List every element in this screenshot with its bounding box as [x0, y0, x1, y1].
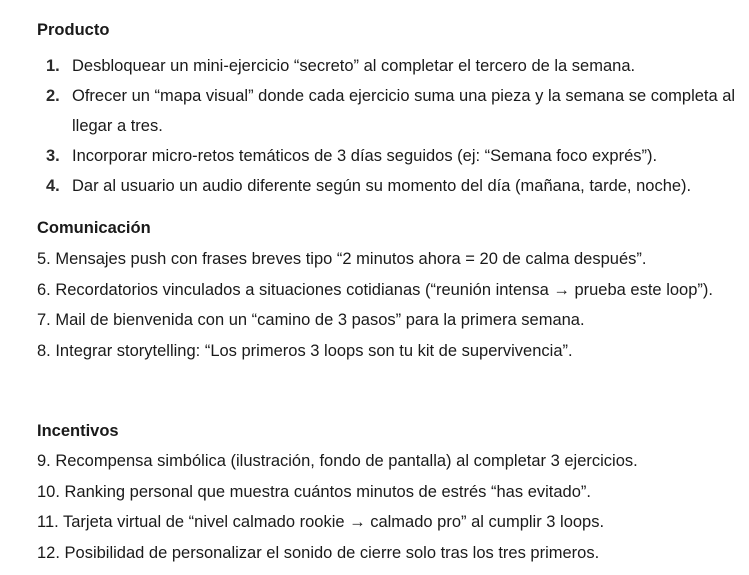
list-item: [37, 51, 737, 81]
incentivos-list: [37, 446, 737, 568]
section-title-producto: Producto: [37, 21, 110, 39]
list-item: 11. Tarjeta virtual de “nivel calmado rookie → calmado pro” al cumplir 3 loops.: [37, 513, 605, 531]
section-title-comunicacion: Comunicación: [37, 219, 151, 237]
list-item: 12. Posibilidad de personalizar el sonido de cierre solo tras los tres primeros.: [37, 543, 600, 562]
list-number: 3.: [46, 147, 60, 165]
list-item-text: Desbloquear un mini-ejercicio “secreto” al completar el tercero de la semana.: [72, 57, 636, 75]
list-item: 9. Recompensa simbólica (ilustración, fondo de pantalla) al completar 3 ejercicios.: [37, 452, 638, 470]
list-item: [37, 171, 737, 201]
list-item: 5. Mensajes push con frases breves tipo “2 minutos ahora = 20 de calma después”.: [37, 250, 647, 268]
list-item: 10. Ranking personal que muestra cuántos minutos de estrés “has evitado”.: [37, 482, 591, 501]
list-item: 8. Integrar storytelling: “Los primeros 3 loops son tu kit de supervivencia”.: [37, 341, 573, 360]
list-item: 6. Recordatorios vinculados a situaciones cotidianas (“reunión intensa → prueba este loop”).: [37, 280, 713, 299]
list-item: [37, 81, 737, 141]
list-number: 1.: [46, 57, 60, 75]
section-title-incentivos: Incentivos: [37, 422, 119, 440]
comunicacion-list: [37, 244, 737, 366]
list-item: [37, 141, 737, 171]
list-item-text: Dar al usuario un audio diferente según su momento del día (mañana, tarde, noche).: [72, 177, 692, 195]
list-number: 2.: [46, 87, 60, 105]
list-item-text: Ofrecer un “mapa visual” donde cada ejercicio suma una pieza y la semana se completa al llegar a tres.: [72, 87, 736, 135]
list-item-text: Incorporar micro-retos temáticos de 3 días seguidos (ej: “Semana foco exprés”).: [72, 147, 658, 165]
list-item: 7. Mail de bienvenida con un “camino de 3 pasos” para la primera semana.: [37, 311, 585, 329]
producto-list: [37, 51, 737, 201]
list-number: 4.: [46, 177, 60, 195]
